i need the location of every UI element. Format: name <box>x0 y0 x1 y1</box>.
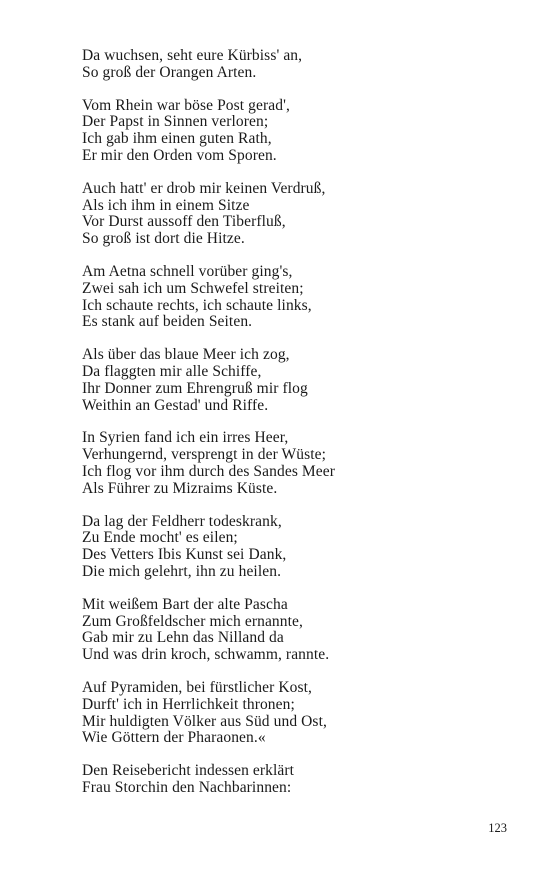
poem-line: Da flaggten mir alle Schiffe, <box>82 362 262 380</box>
poem-line: Verhungernd, versprengt in der Wüste; <box>82 446 327 464</box>
poem-line: Auch hatt' er drob mir keinen Verdruß, <box>82 179 326 197</box>
poem-line: Den Reisebericht indessen erklärt <box>82 762 295 780</box>
poem-line: Weithin an Gestad' und Riffe. <box>82 396 269 414</box>
stanza-9 <box>82 680 502 747</box>
page-number: 123 <box>488 821 507 835</box>
poem-line: Der Papst in Sinnen verloren; <box>82 113 269 131</box>
stanza-1 <box>82 48 502 82</box>
stanza-7 <box>82 514 502 581</box>
poem-line: So groß ist dort die Hitze. <box>82 230 245 248</box>
poem-line: Gab mir zu Lehn das Nilland da <box>82 629 284 647</box>
poem-line: Als ich ihm in einem Sitze <box>82 196 250 214</box>
poem-line: Ihr Donner zum Ehrengruß mir flog <box>82 379 308 397</box>
stanza-2 <box>82 98 502 165</box>
poem-text-block <box>82 48 502 813</box>
poem-line: Da wuchsen, seht eure Kürbiss' an, <box>82 47 303 64</box>
poem-line: Und was drin kroch, schwamm, rannte. <box>82 646 330 664</box>
poem-line: Mir huldigten Völker aus Süd und Ost, <box>82 712 327 730</box>
poem-line: Des Vetters Ibis Kunst sei Dank, <box>82 546 287 564</box>
poem-line: Als Führer zu Mizraims Küste. <box>82 479 278 497</box>
stanza-5 <box>82 347 502 414</box>
poem-line: So groß der Orangen Arten. <box>82 63 257 81</box>
poem-line: Als über das blaue Meer ich zog, <box>82 346 290 364</box>
stanza-6 <box>82 430 502 497</box>
stanza-10 <box>82 763 502 797</box>
poem-line: Vor Durst aussoff den Tiberfluß, <box>82 213 286 231</box>
poem-line: Durft' ich in Herrlichkeit thronen; <box>82 695 295 713</box>
poem-line: Es stank auf beiden Seiten. <box>82 313 253 331</box>
poem-line: Am Aetna schnell vorüber ging's, <box>82 262 293 280</box>
poem-line: Auf Pyramiden, bei fürstlicher Kost, <box>82 678 313 696</box>
poem-line: Er mir den Orden vom Sporen. <box>82 146 277 164</box>
poem-line: Zum Großfeldscher mich ernannte, <box>82 612 303 630</box>
poem-line: Wie Göttern der Pharaonen.« <box>82 729 266 747</box>
poem-line: Die mich gelehrt, ihn zu heilen. <box>82 562 282 580</box>
poem-line: Ich gab ihm einen guten Rath, <box>82 130 272 148</box>
poem-line: Ich flog vor ihm durch des Sandes Meer <box>82 462 336 480</box>
stanza-3 <box>82 181 502 248</box>
poem-line: Vom Rhein war böse Post gerad', <box>82 96 290 114</box>
stanza-4 <box>82 264 502 331</box>
poem-line: In Syrien fand ich ein irres Heer, <box>82 429 289 447</box>
poem-line: Frau Storchin den Nachbarinnen: <box>82 778 292 796</box>
stanza-8 <box>82 597 502 664</box>
poem-line: Zwei sah ich um Schwefel streiten; <box>82 279 304 297</box>
poem-line: Mit weißem Bart der alte Pascha <box>82 595 288 613</box>
poem-line: Ich schaute rechts, ich schaute links, <box>82 296 312 314</box>
poem-line: Zu Ende mocht' es eilen; <box>82 529 238 547</box>
poem-line: Da lag der Feldherr todeskrank, <box>82 512 282 530</box>
